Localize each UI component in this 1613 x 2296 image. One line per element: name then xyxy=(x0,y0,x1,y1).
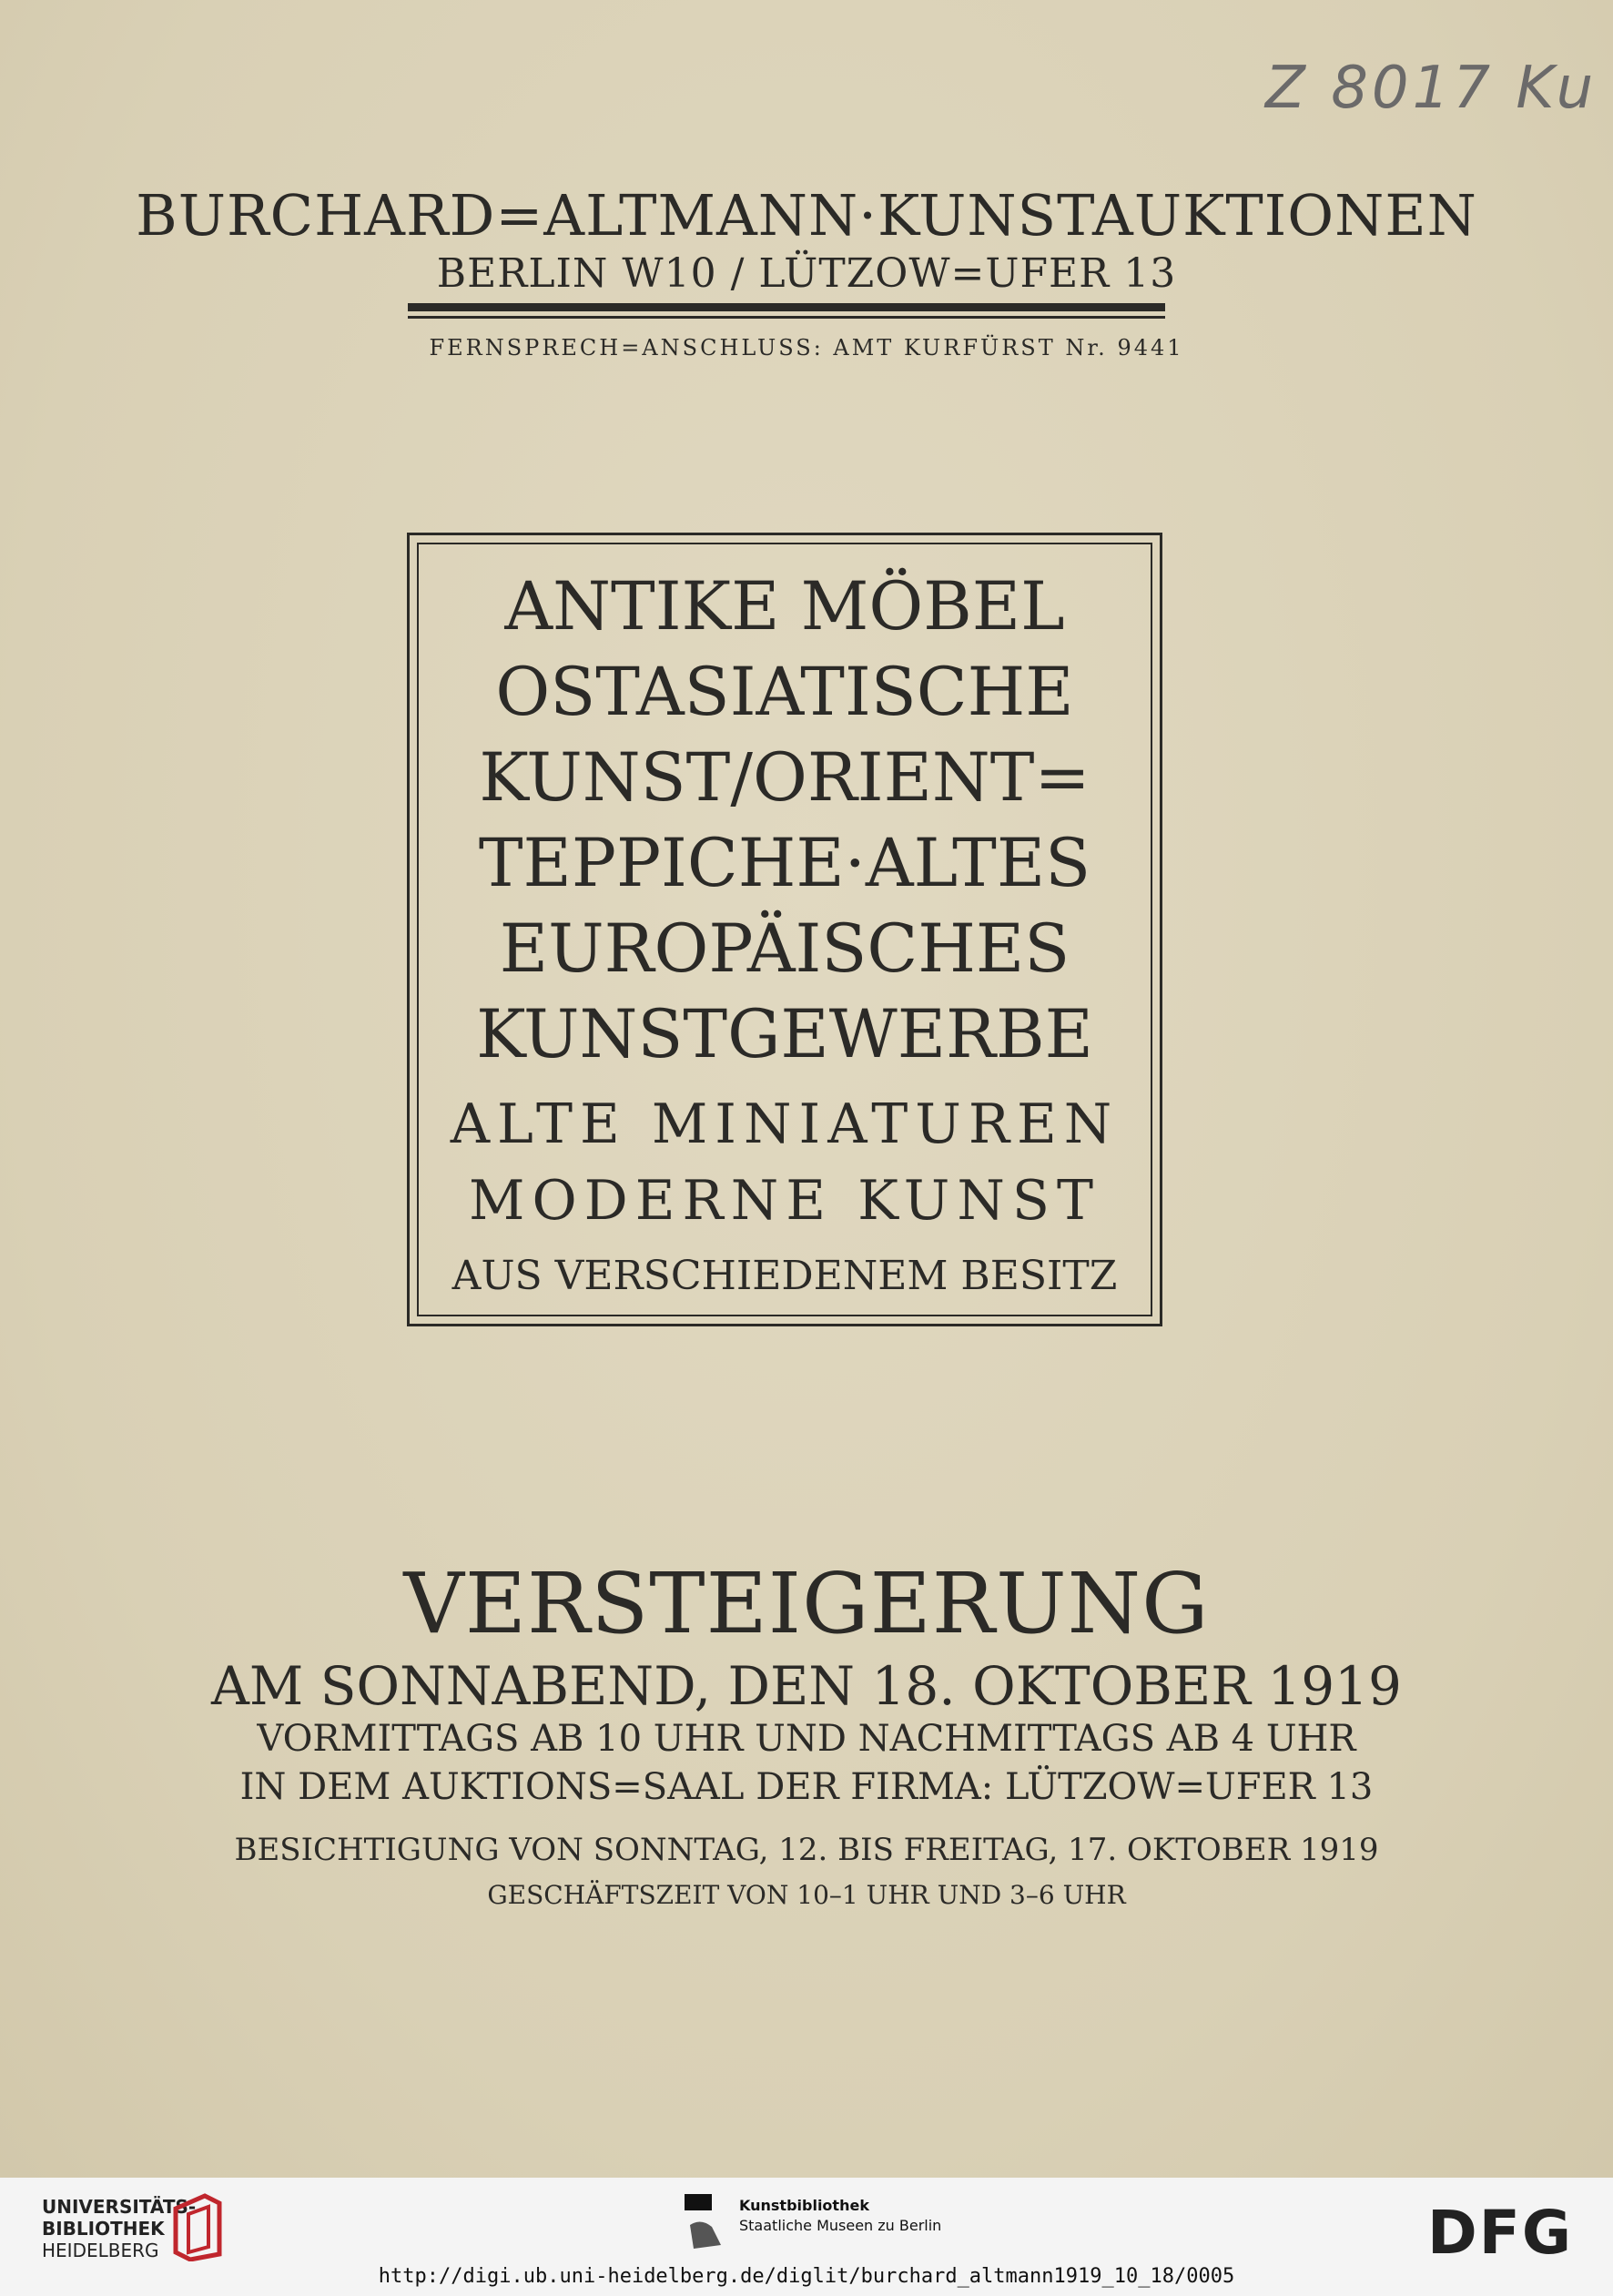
title-line: TEPPICHE·ALTES xyxy=(478,825,1091,902)
ub-heidelberg-icon xyxy=(168,2190,227,2261)
title-line: KUNSTGEWERBE xyxy=(476,996,1093,1073)
divider-thin xyxy=(408,316,1165,319)
handwritten-shelfmark: Z 8017 Ku xyxy=(1265,55,1598,122)
auction-heading: VERSTEIGERUNG xyxy=(403,1555,1210,1652)
business-hours: GESCHÄFTSZEIT VON 10–1 UHR UND 3–6 UHR xyxy=(487,1880,1126,1910)
digitization-footer xyxy=(0,2178,1613,2296)
auction-times: VORMITTAGS AB 10 UHR UND NACHMITTAGS AB 4 UHR xyxy=(257,1718,1356,1760)
viewing-dates: BESICHTIGUNG VON SONNTAG, 12. BIS FREITAG, 17. OKTOBER 1919 xyxy=(234,1832,1379,1868)
phone-line: FERNSPRECH=ANSCHLUSS: AMT KURFÜRST Nr. 9441 xyxy=(429,335,1184,361)
kunstbibliothek-logo[interactable]: Kunstbibliothek Staatliche Museen zu Berlin xyxy=(739,2197,942,2234)
title-line: OSTASIATISCHE xyxy=(495,654,1074,731)
title-line: MODERNE KUNST xyxy=(469,1169,1101,1233)
dfg-logo[interactable]: DFG xyxy=(1427,2198,1574,2268)
permalink-url[interactable]: http://digi.ub.uni-heidelberg.de/diglit/burchard_altmann1919_10_18/0005 xyxy=(378,2265,1235,2288)
divider-thick xyxy=(408,303,1165,311)
title-line: AUS VERSCHIEDENEM BESITZ xyxy=(451,1253,1118,1299)
title-line: KUNST/ORIENT= xyxy=(479,739,1091,817)
title-line: ANTIKE MÖBEL xyxy=(504,568,1065,645)
auction-location: IN DEM AUKTIONS=SAAL DER FIRMA: LÜTZOW=UFER 13 xyxy=(239,1766,1374,1808)
firm-name: BURCHARD=ALTMANN·KUNSTAUKTIONEN xyxy=(136,182,1477,249)
auction-date: AM SONNABEND, DEN 18. OKTOBER 1919 xyxy=(211,1655,1402,1717)
title-line: EUROPÄISCHES xyxy=(499,910,1070,988)
firm-address: BERLIN W10 / LÜTZOW=UFER 13 xyxy=(436,250,1177,297)
ub-heidelberg-logo[interactable]: UNIVERSITÄTS- BIBLIOTHEK HEIDELBERG xyxy=(42,2196,197,2261)
kunstbibliothek-icon xyxy=(685,2194,728,2250)
title-line: ALTE MINIATUREN xyxy=(450,1092,1120,1156)
title-box xyxy=(407,533,1162,1326)
